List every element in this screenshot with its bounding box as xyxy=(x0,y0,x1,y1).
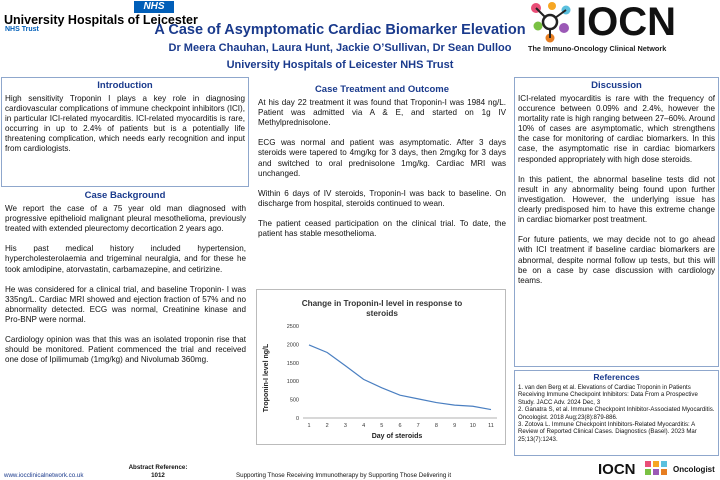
chart-title: Change in Troponin-I level in response to xyxy=(301,299,463,308)
abstract-reference-number: 1012 xyxy=(151,471,165,479)
case-background-paragraph: He was considered for a clinical trial, and baseline Troponin- I was 335ng/L. Cardiac MRI showed and ejection fraction of 57% and no abnormality detected. ECG was normal, Creatinine kinase and Pro-BNP were normal. xyxy=(5,284,246,325)
chart-y-tick-label: 1000 xyxy=(286,379,299,386)
introduction-body xyxy=(2,91,248,155)
case-background-heading: Case Background xyxy=(84,190,166,201)
org-name: University Hospitals of Leicester xyxy=(4,13,198,27)
reference-item: 2. Ganatra S, et al. Immune Checkpoint Inhibitor-Associated Myocarditis. Oncologist. 2018 Aug;23(8):879-886. xyxy=(518,406,715,421)
case-background-body xyxy=(1,201,249,366)
introduction-paragraph: High sensitivity Troponin I plays a key role in diagnosing cardiovascular complications of immune checkpoint inhibitors (ICI), in particular ICI-related myocarditis. ICI-related myocarditis is rare, occurring in up to 2.4% of patients but is a potentially life threatening complication, which needs early recognition and input from cardiologists. xyxy=(5,94,245,154)
chart-x-tick-label: 10 xyxy=(469,423,476,429)
iocn-tagline: The Immuno-Oncology Clinical Network xyxy=(528,44,667,53)
case-background-paragraph: Cardiology opinion was that this was an isolated troponin rise that should be monitored. Patient commenced the trial and received one dose of Ipilimumab (1mg/kg) and Nivolumab 360mg. xyxy=(5,335,246,365)
introduction-section xyxy=(1,77,249,187)
abstract-reference-label: Abstract Reference: xyxy=(128,464,188,471)
chart-y-axis-label: Troponin-I level ng/L xyxy=(263,343,270,413)
case-background-section xyxy=(1,190,249,376)
discussion-paragraph: In this patient, the abnormal baseline tests did not result in any abnormality being found upon further investigation. However, the underlying issue has clearly predisposed him to have this extreme change in cardiac biomarker post treatment. xyxy=(518,174,715,225)
references-heading: References xyxy=(593,372,640,382)
chart-x-tick-label: 9 xyxy=(453,423,457,429)
discussion-paragraph: For future patients, we may decide not to go ahead with ICI treatment if baseline cardiac biomarkers are abnormal, despite normal follow up tests, but this will be on a case by case discussion with cardiology teams. xyxy=(518,235,715,285)
chart-x-tick-label: 8 xyxy=(434,423,438,429)
org-trust: NHS Trust xyxy=(5,26,39,33)
poster-title: A Case of Asymptomatic Cardiac Biomarker Elevation xyxy=(154,22,526,38)
chart-y-tick-label: 2500 xyxy=(286,324,299,330)
case-treatment-paragraph: Within 6 days of IV steroids, Troponin-I was back to baseline. On discharge from hospital, steroids continued to wean. xyxy=(258,188,506,208)
references-section xyxy=(514,370,719,456)
references-list xyxy=(515,382,718,443)
footer-slogan: Supporting Those Receiving Immunotherapy by Supporting Those Delivering it xyxy=(236,472,452,479)
iocn-logo xyxy=(528,0,718,60)
abstract-reference xyxy=(120,464,196,479)
chart-x-tick-label: 5 xyxy=(380,423,384,429)
footer-iocn-logo: IOCN xyxy=(598,461,636,478)
chart-x-tick-label: 3 xyxy=(343,423,347,429)
footer-website-link[interactable]: www.iocclinicalnetwork.co.uk xyxy=(4,472,84,479)
chart-x-tick-label: 4 xyxy=(362,423,366,429)
discussion-paragraph: ICI-related myocarditis is rare with the frequency of occurence between 0.09% and 2.4%, however the mortality rate is high ranging between 27–60%. Around 10% of cases are asymptomatic, which strengthens the case for monitoring of cardiac biomarkers. In this case, the asymptomatic rise in cardiac biomarkers responded appropriately with high dose steroids. xyxy=(518,94,715,164)
case-treatment-section xyxy=(254,84,510,249)
case-treatment-paragraph: ECG was normal and patient was asymptomatic. After 3 days steroids were tapered to 4mg/kg for 3 days, then 2mg/kg for 3 days and switched to oral prednisolone 1mg/kg. Cardiac MRI was unchanged. xyxy=(258,138,506,178)
discussion-section xyxy=(514,77,719,367)
discussion-body xyxy=(515,91,718,286)
chart-y-tick-label: 2000 xyxy=(286,342,299,349)
chart-y-tick-label: 500 xyxy=(289,397,299,404)
partner-oncologist-logo: Oncologist xyxy=(673,465,715,474)
troponin-chart-svg xyxy=(257,290,507,446)
reference-item: 3. Zotova L. Immune Checkpoint Inhibitors-Related Myocarditis: A Review of Reported Clinical Cases. Diagnostics (Basel). 2023 Mar 25;13(7):1243. xyxy=(518,421,697,443)
case-treatment-body xyxy=(254,95,510,239)
chart-y-tick-label: 0 xyxy=(295,416,299,422)
affiliation: University Hospitals of Leicester NHS Trust xyxy=(226,59,454,71)
reference-item: 1. van den Berg et al. Elevations of Cardiac Troponin in Patients Receiving Immune Checkpoint Inhibitors: Data From a Prospective Study. JACC Adv. 2024 Dec, 3 xyxy=(518,384,698,406)
authors: Dr Meera Chauhan, Laura Hunt, Jackie O’Sullivan, Dr Sean Dulloo xyxy=(168,42,512,54)
chart-x-axis-label: Day of steroids xyxy=(371,433,423,440)
case-background-paragraph: We report the case of a 75 year old man diagnosed with progressive epithelioid malignant pleural mesothelioma, previously treated with extended pleurectomy decortication 2 years ago. xyxy=(5,204,246,234)
nhs-badge: NHS xyxy=(134,1,174,13)
troponin-chart xyxy=(256,289,506,445)
partner-logo-icon xyxy=(644,459,670,479)
chart-x-tick-label: 1 xyxy=(307,423,311,429)
chart-x-tick-label: 2 xyxy=(325,423,329,429)
chart-title-line2: steroids xyxy=(366,309,398,318)
chart-y-tick-label: 1500 xyxy=(286,360,299,367)
case-treatment-paragraph: The patient ceased participation on the clinical trial. To date, the patient has stable mesothelioma. xyxy=(258,219,506,239)
chart-series-line xyxy=(309,345,491,410)
introduction-heading: Introduction xyxy=(97,80,153,91)
discussion-heading: Discussion xyxy=(591,80,642,91)
chart-x-tick-label: 11 xyxy=(488,423,494,429)
case-treatment-paragraph: At his day 22 treatment it was found that Troponin-I was 1984 ng/L. Patient was admitted via A & E, and started on 1g IV Methylprednisolone. xyxy=(258,98,506,128)
chart-x-tick-label: 7 xyxy=(416,423,420,429)
case-treatment-heading: Case Treatment and Outcome xyxy=(314,84,450,95)
case-background-paragraph: His past medical history included hypertension, hypercholesterolaemia and trigeminal neuralgia, and for these he took amlodipine, atorvastatin, carbamazepine, and cetirizine. xyxy=(5,244,246,274)
chart-x-tick-label: 6 xyxy=(398,423,402,429)
iocn-wordmark: IOCN xyxy=(576,0,676,44)
iocn-emblem-icon xyxy=(528,0,574,44)
